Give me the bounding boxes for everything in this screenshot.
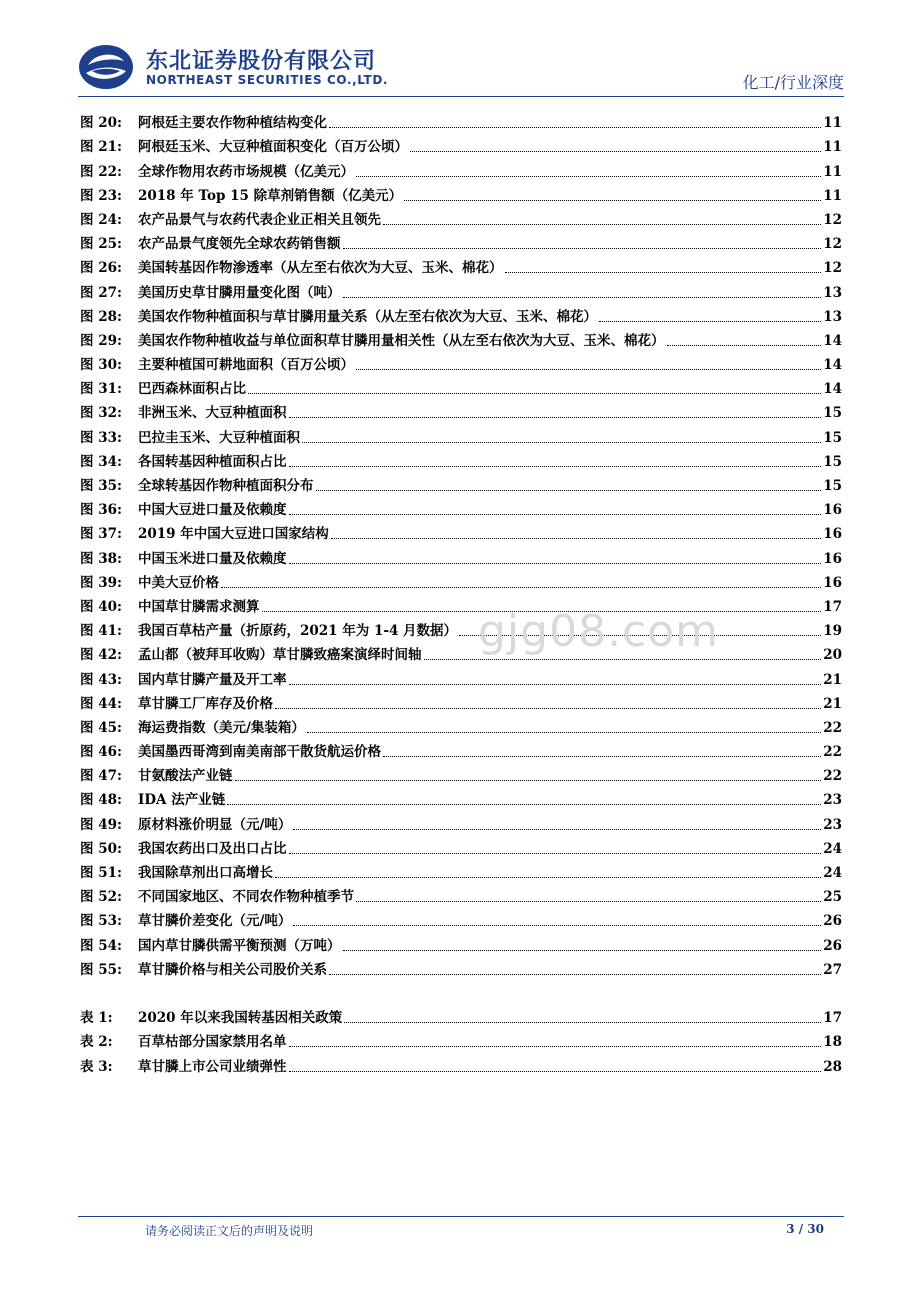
- toc-entry-page: 17: [823, 1010, 842, 1027]
- toc-leader-dots: [356, 368, 821, 370]
- toc-entry-number: 表 2:: [80, 1034, 113, 1051]
- toc-entry-number: 图 40:: [80, 598, 122, 615]
- toc-entry-page: 13: [823, 308, 842, 325]
- toc-leader-dots: [275, 876, 821, 878]
- toc-entry[interactable]: [80, 664, 842, 688]
- toc-leader-dots: [221, 586, 821, 588]
- toc-entry-number: 图 32:: [80, 405, 122, 422]
- toc-entry[interactable]: [80, 108, 842, 132]
- toc-leader-dots: [316, 489, 822, 491]
- toc-entry-page: 14: [823, 381, 842, 398]
- toc-entry-title: 我国百草枯产量（折原药，2021 年为 1-4 月数据）: [138, 623, 458, 640]
- toc-entry[interactable]: [80, 447, 842, 471]
- toc-entry-number: 图 34:: [80, 453, 122, 470]
- toc-entry[interactable]: [80, 1003, 842, 1027]
- toc-entry-title: 2019 年中国大豆进口国家结构: [138, 526, 329, 543]
- toc-leader-dots: [227, 803, 821, 805]
- toc-entry-page: 17: [823, 598, 842, 615]
- toc-entry-page: 11: [823, 115, 842, 132]
- toc-entry-number: 图 35:: [80, 478, 122, 494]
- toc-entry[interactable]: [80, 543, 842, 567]
- company-name-en: NORTHEAST SECURITIES CO.,LTD.: [146, 73, 389, 87]
- toc-leader-dots: [344, 1021, 821, 1023]
- toc-entry-title: 农产品景气度领先全球农药销售额: [138, 236, 341, 253]
- toc-entry-number: 图 39:: [80, 574, 122, 591]
- toc-entry-page: 19: [823, 623, 842, 640]
- toc-entry-number: 图 50:: [80, 840, 122, 857]
- toc-entry-page: 21: [823, 695, 842, 712]
- toc-entry[interactable]: [80, 277, 842, 301]
- toc-entry-page: 15: [823, 453, 842, 470]
- toc-entry-title: 巴西森林面积占比: [138, 381, 246, 398]
- toc-entry-title: 草甘膦价差变化（元/吨）: [138, 913, 292, 930]
- toc-entry[interactable]: [80, 882, 842, 906]
- toc-entry-page: 23: [823, 792, 842, 809]
- toc-entry-page: 11: [823, 139, 842, 156]
- toc-entry-number: 图 49:: [80, 816, 122, 833]
- figure-list: [80, 108, 842, 979]
- toc-entry[interactable]: [80, 858, 842, 882]
- toc-entry-number: 图 47:: [80, 768, 122, 785]
- toc-entry-number: 图 22:: [80, 163, 122, 180]
- toc-leader-dots: [329, 126, 821, 128]
- toc-entry-number: 图 55:: [80, 961, 122, 978]
- toc-entry-number: 图 26:: [80, 260, 122, 277]
- toc-entry-title: 我国除草剂出口高增长: [138, 865, 273, 881]
- toc-entry-number: 图 42:: [80, 647, 122, 664]
- toc-entry-title: 中国草甘膦需求测算: [138, 598, 260, 615]
- toc-leader-dots: [248, 392, 821, 394]
- toc-leader-dots: [343, 247, 822, 249]
- toc-entry-page: 28: [823, 1058, 842, 1075]
- toc-entry[interactable]: [80, 592, 842, 616]
- toc-entry-number: 图 37:: [80, 526, 122, 543]
- toc-leader-dots: [289, 416, 822, 418]
- section-label: 化工/行业深度: [742, 73, 844, 92]
- toc-entry-title: 孟山都（被拜耳收购）草甘膦致癌案演绎时间轴: [138, 647, 422, 664]
- toc-leader-dots: [293, 828, 821, 830]
- toc-entry[interactable]: [80, 713, 842, 737]
- toc-entry[interactable]: [80, 326, 842, 350]
- toc-leader-dots: [289, 513, 822, 515]
- toc-leader-dots: [383, 755, 821, 757]
- toc-entry-number: 图 33:: [80, 429, 122, 446]
- toc-leader-dots: [383, 223, 821, 225]
- toc-entry-title: 美国墨西哥湾到南美南部干散货航运价格: [138, 744, 381, 761]
- toc-leader-dots: [289, 465, 822, 467]
- toc-entry-number: 图 43:: [80, 671, 122, 688]
- toc-entry[interactable]: [80, 374, 842, 398]
- toc-entry-page: 21: [823, 671, 842, 688]
- toc-leader-dots: [343, 296, 822, 298]
- toc-entry-page: 14: [823, 332, 842, 349]
- toc-entry[interactable]: [80, 785, 842, 809]
- toc-entry[interactable]: [80, 955, 842, 979]
- toc-leader-dots: [667, 344, 822, 346]
- toc-entry-title: 草甘膦上市公司业绩弹性: [138, 1058, 287, 1075]
- toc-entry-page: 16: [823, 574, 842, 591]
- toc-entry[interactable]: [80, 809, 842, 833]
- toc-leader-dots: [356, 175, 821, 177]
- toc-entry-page: 18: [823, 1034, 842, 1051]
- toc-entry-number: 图 45:: [80, 719, 122, 736]
- toc-entry-number: 图 21:: [80, 139, 122, 156]
- toc-entry-page: 16: [823, 550, 842, 567]
- toc-entry-page: 13: [823, 284, 842, 301]
- toc-leader-dots: [302, 441, 821, 443]
- toc-entry-title: 中国大豆进口量及依赖度: [138, 502, 287, 519]
- toc-entry[interactable]: [80, 640, 842, 664]
- toc-leader-dots: [275, 707, 821, 709]
- toc-entry[interactable]: [80, 737, 842, 761]
- toc-entry-page: 27: [823, 961, 842, 978]
- footer-divider: [78, 1216, 844, 1217]
- toc-entry-title: 国内草甘膦供需平衡预测（万吨）: [138, 937, 341, 954]
- toc-entry-page: 15: [823, 429, 842, 446]
- toc-entry-page: 24: [823, 865, 842, 881]
- toc-entry-number: 图 20:: [80, 115, 122, 132]
- toc-entry-title: 全球作物用农药市场规模（亿美元）: [138, 163, 354, 180]
- table-list: [80, 1003, 842, 1076]
- toc-entry-number: 图 44:: [80, 695, 122, 712]
- toc-leader-dots: [289, 683, 822, 685]
- toc-entry-number: 图 41:: [80, 623, 122, 640]
- toc-entry[interactable]: [80, 1027, 842, 1051]
- toc-leader-dots: [505, 271, 822, 273]
- toc-entry-number: 图 53:: [80, 913, 122, 930]
- toc-entry-title: 国内草甘膦产量及开工率: [138, 671, 287, 688]
- toc-entry[interactable]: [80, 156, 842, 180]
- toc-entry[interactable]: [80, 519, 842, 543]
- toc-entry-title: 各国转基因种植面积占比: [138, 453, 287, 470]
- footer-disclaimer: 请务必阅读正文后的声明及说明: [145, 1224, 314, 1238]
- watermark: gjg08.com: [478, 606, 720, 657]
- toc-entry-page: 22: [823, 768, 842, 785]
- toc-entry[interactable]: [80, 422, 842, 446]
- toc-entry-page: 14: [823, 357, 842, 374]
- toc-entry-title: 农产品景气与农药代表企业正相关且领先: [138, 211, 381, 228]
- toc-entry-title: 巴拉圭玉米、大豆种植面积: [138, 429, 300, 446]
- toc-leader-dots: [289, 852, 822, 854]
- toc-leader-dots: [235, 779, 822, 781]
- toc-entry-page: 16: [823, 526, 842, 543]
- toc-entry[interactable]: [80, 906, 842, 930]
- toc-entry-number: 表 1:: [80, 1010, 113, 1027]
- toc-leader-dots: [424, 658, 822, 660]
- toc-entry-title: 非洲玉米、大豆种植面积: [138, 405, 287, 422]
- toc-entry-number: 图 54:: [80, 937, 122, 954]
- toc-entry-number: 图 36:: [80, 502, 122, 519]
- toc-entry-number: 图 52:: [80, 889, 122, 906]
- toc-entry-page: 11: [823, 163, 842, 180]
- toc-entry[interactable]: [80, 350, 842, 374]
- toc-leader-dots: [343, 949, 822, 951]
- toc-entry[interactable]: [80, 568, 842, 592]
- toc-entry-title: 不同国家地区、不同农作物种植季节: [138, 889, 354, 906]
- toc-leader-dots: [289, 1070, 822, 1072]
- toc-entry-title: 百草枯部分国家禁用名单: [138, 1034, 287, 1051]
- header-divider: [78, 96, 844, 97]
- toc-entry[interactable]: [80, 229, 842, 253]
- toc-leader-dots: [289, 562, 822, 564]
- toc-entry[interactable]: [80, 1051, 842, 1075]
- toc-entry-page: 15: [823, 478, 842, 494]
- toc-entry-title: 美国转基因作物渗透率（从左至右依次为大豆、玉米、棉花）: [138, 260, 503, 277]
- toc-entry-title: 2020 年以来我国转基因相关政策: [138, 1010, 343, 1027]
- toc-entry-title: 美国农作物种植面积与草甘膦用量关系（从左至右依次为大豆、玉米、棉花）: [138, 308, 597, 325]
- toc-entry[interactable]: [80, 616, 842, 640]
- toc-entry-title: 美国历史草甘膦用量变化图（吨）: [138, 284, 341, 301]
- toc-entry-page: 23: [823, 816, 842, 833]
- toc-entry[interactable]: [80, 181, 842, 205]
- toc-leader-dots: [404, 199, 821, 201]
- toc-entry-number: 图 24:: [80, 211, 122, 228]
- toc-leader-dots: [356, 900, 821, 902]
- toc-entry-title: 甘氨酸法产业链: [138, 768, 233, 785]
- toc-entry-number: 图 23:: [80, 187, 122, 204]
- toc-entry-number: 图 31:: [80, 381, 122, 398]
- toc-entry-title: 主要种植国可耕地面积（百万公顷）: [138, 357, 354, 374]
- toc-entry-page: 22: [823, 744, 842, 761]
- toc-entry-page: 22: [823, 719, 842, 736]
- toc-entry-number: 图 38:: [80, 550, 122, 567]
- toc-entry[interactable]: [80, 253, 842, 277]
- toc-entry[interactable]: [80, 471, 842, 495]
- toc-entry-number: 图 27:: [80, 284, 122, 301]
- page-number: 3 / 30: [786, 1222, 824, 1236]
- toc-entry-title: 海运费指数（美元/集装箱）: [138, 719, 305, 736]
- toc-entry-page: 12: [823, 211, 842, 228]
- toc-entry-page: 16: [823, 502, 842, 519]
- toc-entry-title: 中美大豆价格: [138, 574, 219, 591]
- toc-entry-title: 我国农药出口及出口占比: [138, 840, 287, 857]
- toc-entry-title: 草甘膦价格与相关公司股价关系: [138, 961, 327, 978]
- toc-entry-page: 11: [823, 187, 842, 204]
- toc-entry-title: IDA 法产业链: [138, 792, 226, 809]
- toc-entry-title: 草甘膦工厂库存及价格: [138, 695, 273, 712]
- toc-leader-dots: [289, 1045, 822, 1047]
- toc-entry-page: 26: [823, 913, 842, 930]
- toc-entry-number: 图 30:: [80, 357, 122, 374]
- company-name-cn: 东北证券股份有限公司: [146, 49, 377, 74]
- toc-leader-dots: [599, 320, 821, 322]
- toc-entry[interactable]: [80, 930, 842, 954]
- toc-entry[interactable]: [80, 398, 842, 422]
- toc-entry[interactable]: [80, 302, 842, 326]
- toc-entry[interactable]: [80, 834, 842, 858]
- toc-entry-page: 24: [823, 840, 842, 857]
- toc-entry-page: 25: [823, 889, 842, 906]
- toc-entry-page: 20: [823, 647, 842, 664]
- toc-entry[interactable]: [80, 205, 842, 229]
- toc-entry-number: 图 48:: [80, 792, 122, 809]
- toc-entry-number: 图 51:: [80, 865, 122, 881]
- toc-leader-dots: [410, 150, 821, 152]
- toc-entry-page: 15: [823, 405, 842, 422]
- toc-entry-number: 图 28:: [80, 308, 122, 325]
- toc-entry-title: 阿根廷主要农作物种植结构变化: [138, 115, 327, 132]
- page-header: [78, 42, 844, 94]
- toc-leader-dots: [331, 537, 821, 539]
- toc-entry-title: 2018 年 Top 15 除草剂销售额（亿美元）: [138, 187, 403, 204]
- toc-entry-page: 12: [823, 236, 842, 253]
- toc-entry[interactable]: [80, 495, 842, 519]
- toc-entry-page: 26: [823, 937, 842, 954]
- company-logo-icon: [78, 44, 134, 90]
- toc-entry-number: 表 3:: [80, 1058, 113, 1075]
- toc-entry-number: 图 46:: [80, 744, 122, 761]
- toc-leader-dots: [307, 731, 821, 733]
- toc-entry-number: 图 25:: [80, 236, 122, 253]
- toc-leader-dots: [329, 973, 821, 975]
- toc-entry-number: 图 29:: [80, 332, 122, 349]
- toc-entry[interactable]: [80, 132, 842, 156]
- toc-entry-title: 原材料涨价明显（元/吨）: [138, 816, 292, 833]
- toc-entry-title: 全球转基因作物种植面积分布: [138, 478, 314, 494]
- toc-entry-page: 12: [823, 260, 842, 277]
- toc-entry-title: 阿根廷玉米、大豆种植面积变化（百万公顷）: [138, 139, 408, 156]
- toc-entry-title: 美国农作物种植收益与单位面积草甘膦用量相关性（从左至右依次为大豆、玉米、棉花）: [138, 332, 665, 349]
- toc-entry[interactable]: [80, 761, 842, 785]
- toc-entry-title: 中国玉米进口量及依赖度: [138, 550, 287, 567]
- toc-leader-dots: [293, 924, 821, 926]
- toc-entry[interactable]: [80, 689, 842, 713]
